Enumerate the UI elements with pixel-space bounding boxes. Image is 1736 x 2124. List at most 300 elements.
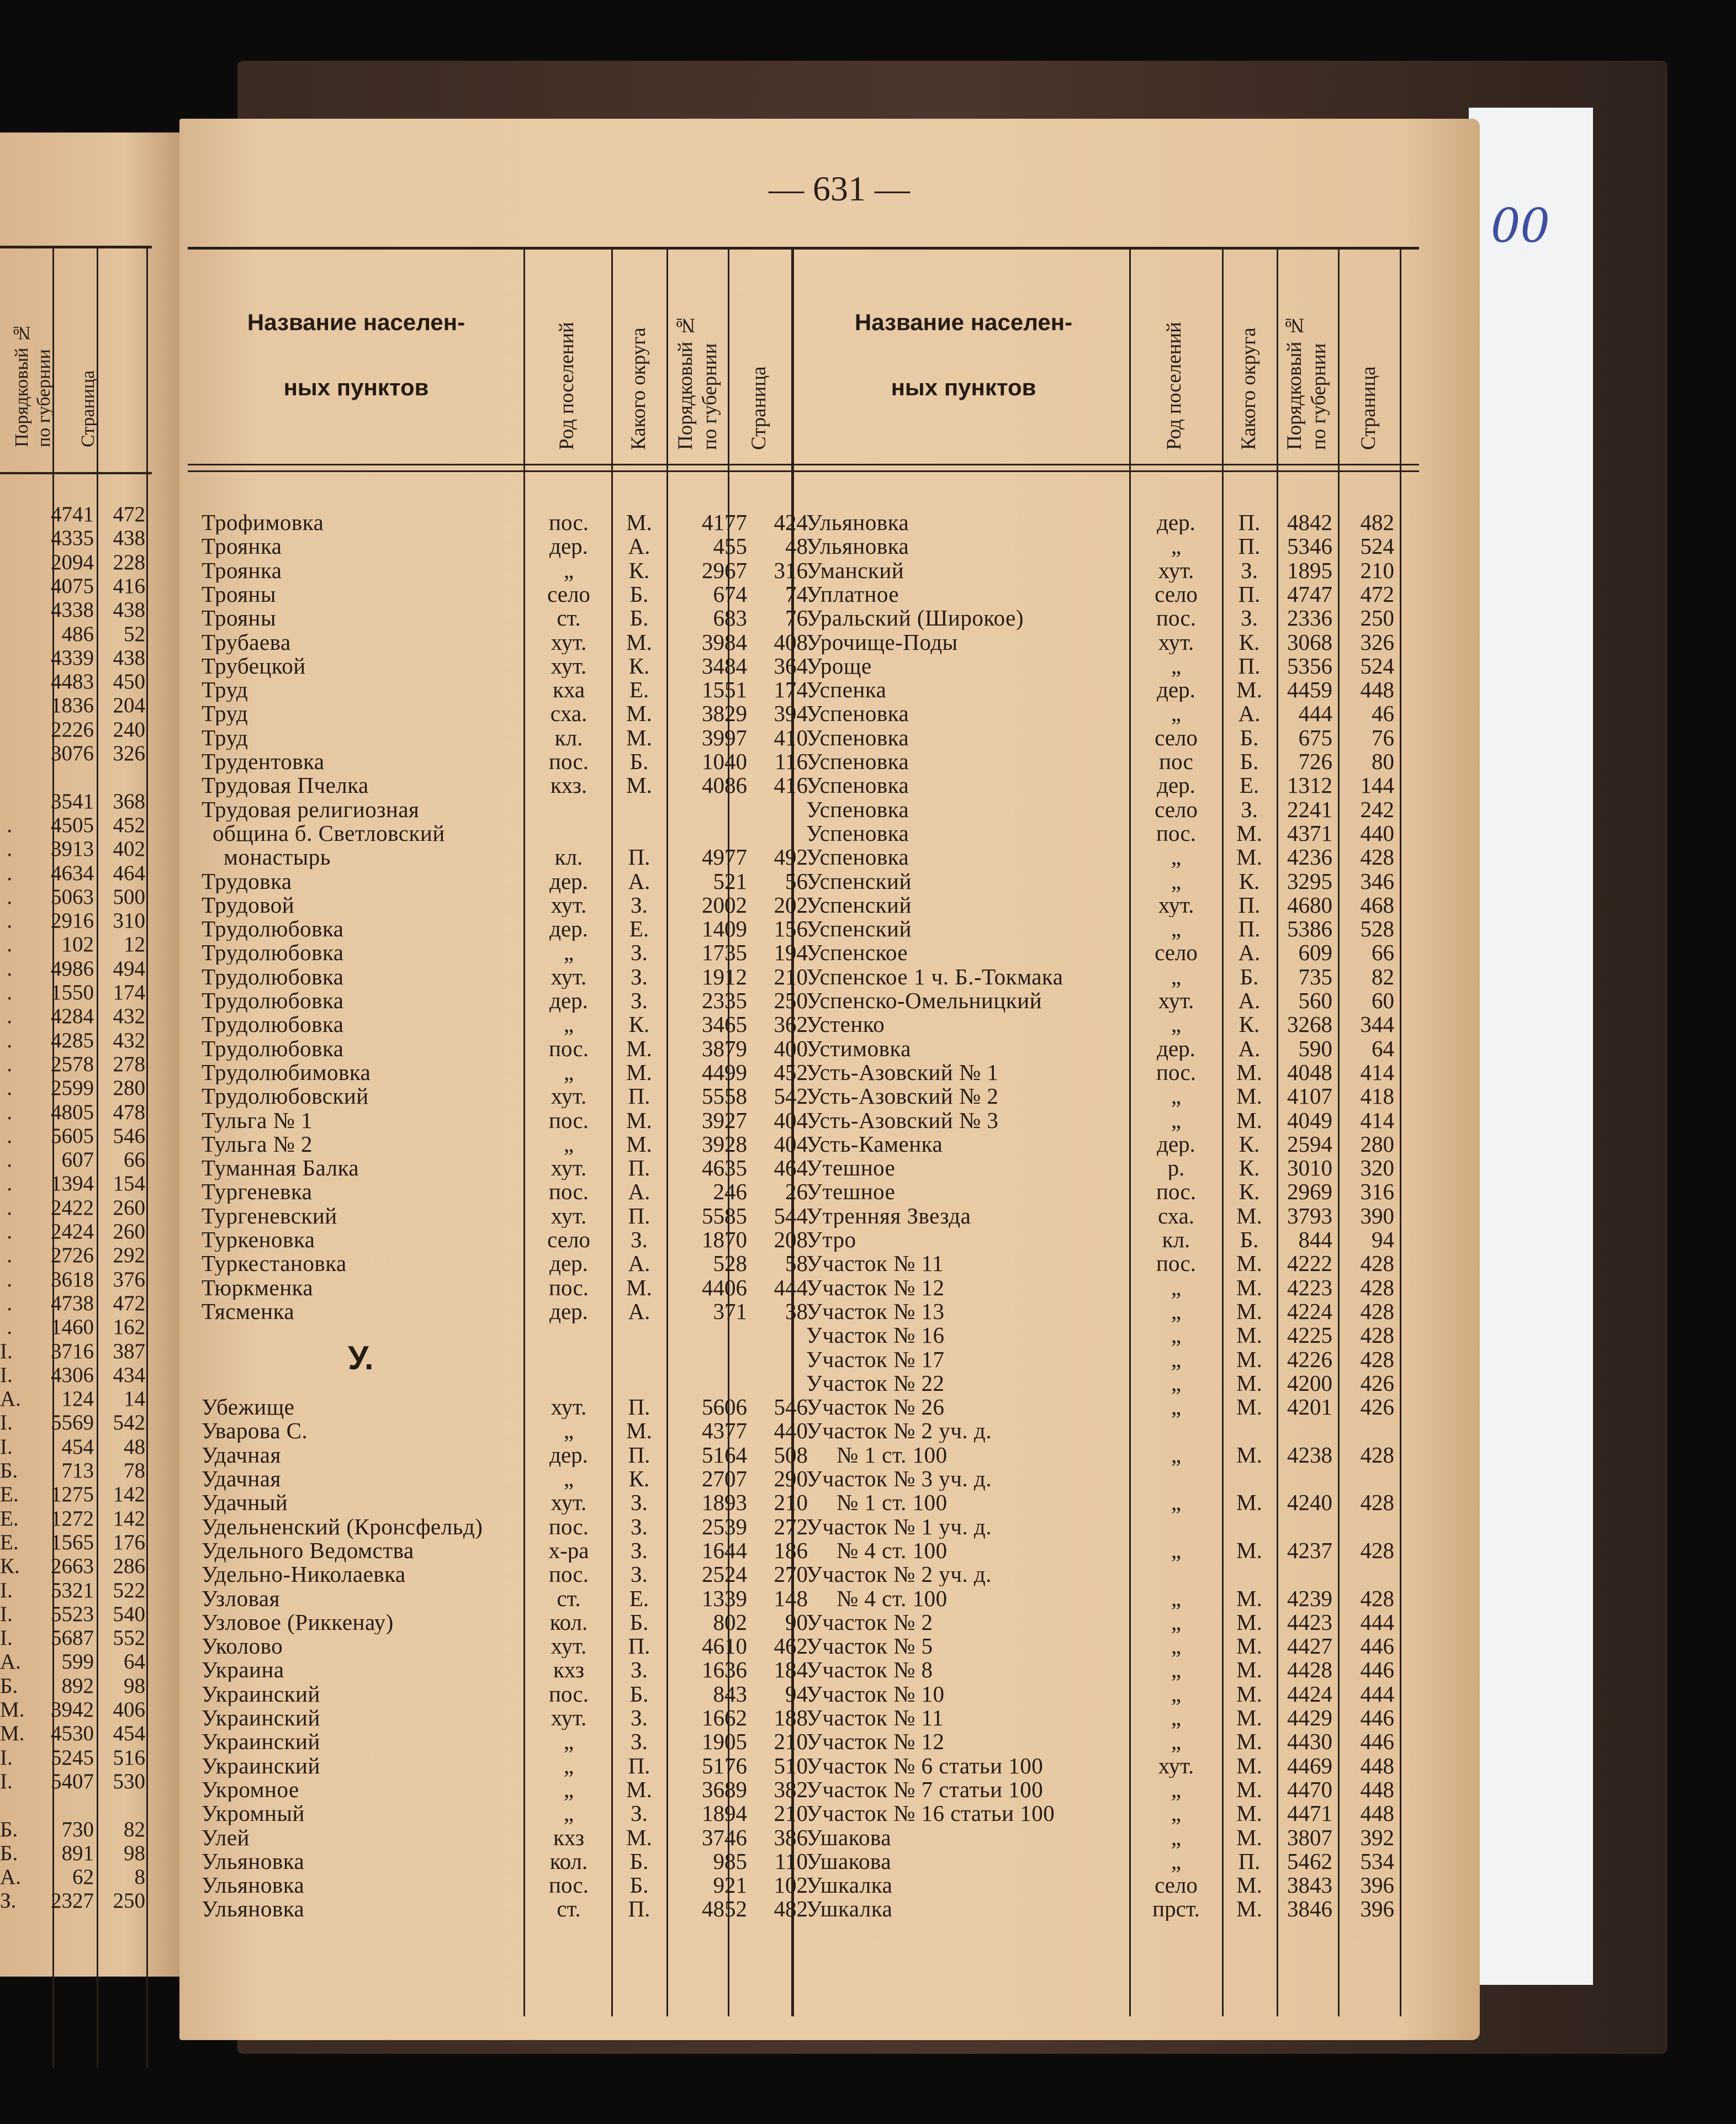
left-cell-okrug: I. bbox=[0, 1626, 13, 1650]
cell-name: Участок № 11 bbox=[806, 1706, 944, 1730]
cell-pg: 362 bbox=[774, 1013, 808, 1037]
cell-kind: „ bbox=[563, 941, 574, 965]
left-cell-ordinal: 5569 bbox=[51, 1411, 94, 1435]
cell-pg: 184 bbox=[774, 1658, 808, 1682]
cell-pg: 76 bbox=[1372, 725, 1394, 750]
left-cell-okrug: . bbox=[7, 1291, 12, 1315]
cell-num: 4377 bbox=[702, 1419, 747, 1443]
cell-name: Ульяновка bbox=[202, 1897, 305, 1921]
cell-okr: Б. bbox=[629, 1849, 649, 1873]
cell-kind: прст. bbox=[1152, 1897, 1200, 1921]
cell-okr: М. bbox=[1236, 1275, 1262, 1300]
cell-name: № 1 ст. 100 bbox=[837, 1443, 948, 1467]
cell-okr: П. bbox=[1238, 893, 1261, 917]
left-cell-page: 478 bbox=[113, 1100, 145, 1124]
left-cell-okrug: A. bbox=[0, 1387, 21, 1411]
cell-name: Трояны bbox=[202, 582, 277, 606]
cell-name: Утешное bbox=[806, 1156, 896, 1180]
left-cell-ordinal: 892 bbox=[61, 1673, 94, 1698]
cell-name: Участок № 2 bbox=[806, 1610, 933, 1634]
cell-okr: З. bbox=[631, 941, 648, 965]
cell-num: 1895 bbox=[1287, 558, 1332, 582]
cell-pg: 440 bbox=[1360, 821, 1394, 845]
left-cell-page: 12 bbox=[124, 933, 145, 957]
col-rule bbox=[1400, 250, 1401, 2016]
left-cell-ordinal: 2094 bbox=[51, 550, 94, 574]
left-cell-ordinal: 1550 bbox=[51, 981, 94, 1004]
left-cell-ordinal: 1394 bbox=[51, 1172, 94, 1196]
left-cell-ordinal: 5245 bbox=[51, 1745, 94, 1770]
cell-okr: Б. bbox=[1240, 1228, 1259, 1252]
cell-name: Участок № 22 bbox=[806, 1371, 945, 1395]
cell-kind: кл. bbox=[554, 725, 583, 750]
cell-okr: М. bbox=[1236, 1802, 1262, 1826]
cell-pg: 210 bbox=[774, 1802, 808, 1826]
cell-pg: 56 bbox=[785, 869, 808, 893]
cell-okr: П. bbox=[628, 1204, 650, 1228]
cell-okr: М. bbox=[1236, 1538, 1262, 1562]
cell-num: 674 bbox=[713, 582, 747, 606]
cell-kind: „ bbox=[563, 1754, 574, 1778]
cell-okr: З. bbox=[631, 1228, 648, 1252]
cell-num: 4469 bbox=[1287, 1754, 1332, 1778]
cell-kind: село bbox=[547, 1228, 590, 1252]
cell-name: Ульяновка bbox=[806, 534, 909, 559]
cell-name: Украинский bbox=[202, 1706, 320, 1730]
cell-num: 1893 bbox=[702, 1491, 747, 1515]
cell-num: 4223 bbox=[1287, 1275, 1332, 1300]
cell-kind: кхз. bbox=[550, 774, 588, 798]
cell-name: Участок № 10 bbox=[806, 1682, 945, 1706]
cell-okr: З. bbox=[631, 965, 648, 989]
cell-pg: 428 bbox=[1360, 1347, 1394, 1371]
cell-pg: 66 bbox=[1372, 941, 1394, 965]
left-cell-page: 228 bbox=[113, 550, 145, 574]
cell-name: Успеновка bbox=[806, 750, 909, 774]
cell-name: Улей bbox=[202, 1825, 250, 1850]
cell-kind: дер. bbox=[549, 989, 588, 1013]
cell-okr: К. bbox=[628, 1467, 650, 1491]
left-cell-page: 280 bbox=[113, 1076, 145, 1100]
cell-num: 560 bbox=[1298, 989, 1332, 1013]
cell-num: 4225 bbox=[1287, 1323, 1332, 1348]
cell-okr: М. bbox=[1236, 1371, 1262, 1395]
cell-okr: А. bbox=[628, 869, 650, 893]
left-cell-okrug: . bbox=[7, 1220, 12, 1243]
left-cell-ordinal: 3942 bbox=[51, 1698, 94, 1722]
left-cell-ordinal: 2327 bbox=[51, 1889, 94, 1913]
left-header-rule bbox=[0, 472, 152, 474]
cell-pg: 386 bbox=[774, 1825, 808, 1850]
cell-okr: К. bbox=[1239, 869, 1260, 893]
left-cell-okrug: I. bbox=[0, 1769, 13, 1793]
cell-name: Трудолюбовка bbox=[202, 1036, 344, 1061]
cell-pg: 186 bbox=[774, 1538, 808, 1562]
cell-kind: село bbox=[1155, 725, 1198, 750]
cell-okr: З. bbox=[631, 893, 648, 917]
cell-kind: хут. bbox=[551, 1491, 587, 1515]
left-cell-okrug: З. bbox=[0, 1889, 17, 1913]
cell-name: Тульга № 2 bbox=[202, 1132, 313, 1156]
cell-pg: 364 bbox=[774, 654, 808, 678]
left-cell-ordinal: 2422 bbox=[51, 1195, 94, 1220]
left-cell-okrug: . bbox=[7, 1100, 12, 1124]
cell-name: Трофимовка bbox=[202, 511, 324, 534]
cell-kind: „ bbox=[1171, 1706, 1182, 1730]
left-cell-ordinal: 1272 bbox=[51, 1506, 94, 1530]
cell-kind: кол. bbox=[549, 1849, 588, 1873]
cell-pg: 448 bbox=[1360, 678, 1394, 702]
left-cell-ordinal: 1275 bbox=[51, 1482, 94, 1507]
left-cell-page: 8 bbox=[134, 1865, 145, 1889]
cell-okr: А. bbox=[1238, 1036, 1261, 1061]
left-cell-page: 464 bbox=[113, 861, 145, 885]
left-cell-ordinal: 1565 bbox=[51, 1530, 94, 1554]
cell-name: Труд bbox=[202, 725, 248, 750]
cell-pg: 396 bbox=[1360, 1897, 1394, 1921]
cell-okr: Е. bbox=[629, 1586, 649, 1611]
cell-okr: З. bbox=[631, 1658, 648, 1682]
left-cell-okrug: I. bbox=[0, 1411, 13, 1435]
cell-okr: П. bbox=[1238, 511, 1261, 534]
cell-okr: З. bbox=[631, 1706, 648, 1730]
cell-num: 3928 bbox=[702, 1132, 747, 1156]
left-cell-ordinal: 2424 bbox=[51, 1220, 94, 1243]
left-cell-okrug: I. bbox=[0, 1578, 13, 1602]
cell-kind: „ bbox=[1171, 1658, 1182, 1682]
cell-okr: П. bbox=[1238, 654, 1261, 678]
cell-kind: село bbox=[1155, 941, 1198, 965]
cell-num: 4237 bbox=[1287, 1538, 1332, 1562]
cell-num: 2241 bbox=[1287, 797, 1332, 822]
left-header-ordinal: Порядковый № по губернии bbox=[12, 322, 54, 447]
cell-kind: х-ра bbox=[548, 1538, 589, 1562]
cell-name: монастырь bbox=[224, 845, 331, 870]
left-cell-ordinal: 2916 bbox=[51, 909, 94, 933]
cell-num: 921 bbox=[713, 1873, 747, 1898]
cell-num: 4200 bbox=[1287, 1371, 1332, 1395]
cell-name: № 4 ст. 100 bbox=[837, 1586, 948, 1611]
cell-pg: 452 bbox=[774, 1060, 808, 1084]
cell-name: Украинский bbox=[202, 1754, 320, 1778]
cell-num: 1636 bbox=[702, 1658, 747, 1682]
col-rule bbox=[523, 250, 525, 2016]
cell-okr: А. bbox=[1238, 702, 1261, 726]
cell-kind: пос. bbox=[549, 1873, 589, 1898]
cell-name: Утро bbox=[806, 1228, 856, 1252]
cell-kind: хут. bbox=[1158, 558, 1194, 582]
cell-pg: 534 bbox=[1360, 1849, 1394, 1873]
cell-pg: 144 bbox=[1360, 774, 1394, 798]
cell-name: Участок № 16 статьи 100 bbox=[806, 1802, 1055, 1826]
left-cell-ordinal: 3618 bbox=[51, 1267, 94, 1291]
cell-num: 246 bbox=[713, 1180, 747, 1204]
cell-kind: „ bbox=[1171, 1538, 1182, 1562]
cell-okr: М. bbox=[1236, 1873, 1262, 1898]
cell-kind: пос. bbox=[549, 1682, 589, 1706]
cell-pg: 90 bbox=[785, 1610, 808, 1634]
cell-name: Ушкалка bbox=[806, 1897, 893, 1921]
cell-kind: ст. bbox=[557, 606, 581, 631]
cell-num: 3793 bbox=[1287, 1204, 1332, 1228]
cell-name: Участок № 17 bbox=[806, 1347, 945, 1371]
cell-okr: К. bbox=[1239, 1156, 1260, 1180]
left-cell-ordinal: 4805 bbox=[51, 1100, 94, 1124]
cell-name: Успенское bbox=[806, 941, 908, 965]
cell-name: Ушакова bbox=[806, 1849, 892, 1873]
left-cell-page: 406 bbox=[113, 1698, 145, 1722]
cell-name: Тульга № 1 bbox=[202, 1108, 313, 1132]
left-cell-okrug: . bbox=[7, 1052, 12, 1076]
left-cell-page: 376 bbox=[113, 1267, 145, 1291]
cell-num: 4239 bbox=[1287, 1586, 1332, 1611]
cell-num: 726 bbox=[1298, 750, 1332, 774]
cell-pg: 80 bbox=[1372, 750, 1394, 774]
cell-name: Участок № 16 bbox=[806, 1323, 945, 1348]
cell-num: 1894 bbox=[702, 1802, 747, 1826]
cell-okr: З. bbox=[1241, 558, 1258, 582]
cell-kind: хут. bbox=[551, 1395, 587, 1419]
cell-pg: 414 bbox=[1360, 1060, 1394, 1084]
cell-pg: 448 bbox=[1360, 1754, 1394, 1778]
cell-pg: 396 bbox=[1360, 1873, 1394, 1898]
left-cell-page: 278 bbox=[113, 1052, 145, 1076]
left-cell-okrug: . bbox=[7, 1028, 12, 1052]
left-cell-ordinal: 2663 bbox=[51, 1554, 94, 1579]
cell-num: 3268 bbox=[1287, 1013, 1332, 1037]
cell-kind: дер. bbox=[1157, 678, 1195, 702]
cell-num: 1644 bbox=[702, 1538, 747, 1562]
cell-name: Усть-Азовский № 3 bbox=[806, 1108, 999, 1132]
cell-name: Успеновка bbox=[806, 702, 909, 726]
cell-name: Успенское 1 ч. Б.-Токмака bbox=[806, 965, 1063, 989]
cell-kind: хут. bbox=[551, 1706, 587, 1730]
left-cell-okrug: I. bbox=[0, 1363, 13, 1387]
cell-kind: пос. bbox=[549, 511, 589, 534]
cell-num: 3997 bbox=[702, 725, 747, 750]
cell-name: Трудолюбовка bbox=[202, 1013, 344, 1037]
cell-name: Успенский bbox=[806, 893, 912, 917]
cell-name: Участок № 12 bbox=[806, 1730, 945, 1754]
left-top-rule bbox=[0, 246, 152, 248]
cell-num: 675 bbox=[1298, 725, 1332, 750]
cell-okr: М. bbox=[1236, 1634, 1262, 1659]
cell-name: Украинский bbox=[202, 1730, 320, 1754]
cell-name: Трудентовка bbox=[202, 750, 325, 774]
cell-num: 4842 bbox=[1287, 511, 1332, 534]
cell-okr: З. bbox=[631, 1730, 648, 1754]
cell-num: 2336 bbox=[1287, 606, 1332, 631]
cell-pg: 428 bbox=[1360, 1586, 1394, 1611]
cell-pg: 446 bbox=[1360, 1730, 1394, 1754]
cell-okr: П. bbox=[628, 1897, 650, 1921]
cell-name: Участок № 12 bbox=[806, 1275, 945, 1300]
left-cell-page: 250 bbox=[113, 1889, 145, 1913]
cell-pg: 446 bbox=[1360, 1706, 1394, 1730]
left-cell-page: 472 bbox=[113, 502, 145, 526]
left-cell-page: 552 bbox=[113, 1626, 145, 1650]
cell-num: 4427 bbox=[1287, 1634, 1332, 1659]
cell-num: 3068 bbox=[1287, 630, 1332, 654]
cell-name: Удельно-Николаевка bbox=[202, 1562, 406, 1587]
left-cell-page: 154 bbox=[113, 1172, 145, 1196]
left-cell-okrug: I. bbox=[0, 1745, 13, 1770]
cell-kind: дер. bbox=[1157, 1132, 1195, 1156]
cell-num: 4470 bbox=[1287, 1777, 1332, 1802]
cell-name: Ульяновка bbox=[202, 1849, 305, 1873]
cell-pg: 270 bbox=[774, 1562, 808, 1587]
cell-okr: М. bbox=[1236, 1395, 1262, 1419]
cell-pg: 416 bbox=[774, 774, 808, 798]
cell-pg: 38 bbox=[785, 1299, 808, 1323]
cell-name: Труд bbox=[202, 702, 248, 726]
cell-name: Усть-Азовский № 1 bbox=[806, 1060, 999, 1084]
cell-kind: пос. bbox=[1156, 821, 1196, 845]
cell-name: Тясменка bbox=[202, 1299, 295, 1323]
left-cell-okrug: М. bbox=[0, 1698, 25, 1722]
cell-kind: пос. bbox=[1156, 1180, 1196, 1204]
left-cell-ordinal: 4285 bbox=[51, 1028, 94, 1052]
cell-pg: 546 bbox=[774, 1395, 808, 1419]
cell-okr: М. bbox=[1236, 1658, 1262, 1682]
cell-pg: 414 bbox=[1360, 1108, 1394, 1132]
cell-num: 3843 bbox=[1287, 1873, 1332, 1898]
cell-pg: 110 bbox=[775, 1849, 808, 1873]
cell-kind: сха. bbox=[1157, 1204, 1195, 1228]
left-cell-page: 438 bbox=[113, 645, 145, 670]
cell-okr: М. bbox=[626, 725, 652, 750]
left-cell-page: 82 bbox=[124, 1817, 145, 1841]
cell-name: Успеновка bbox=[806, 797, 909, 822]
left-cell-okrug: . bbox=[7, 1004, 12, 1029]
cell-name: Трубаева bbox=[202, 630, 291, 654]
left-cell-page: 516 bbox=[113, 1745, 145, 1770]
left-cell-ordinal: 891 bbox=[61, 1841, 94, 1865]
cell-kind: „ bbox=[563, 1777, 574, 1802]
cell-pg: 444 bbox=[774, 1275, 808, 1300]
left-cell-page: 310 bbox=[113, 909, 145, 933]
cell-pg: 464 bbox=[774, 1156, 808, 1180]
left-cell-ordinal: 4339 bbox=[51, 645, 94, 670]
cell-num: 444 bbox=[1298, 702, 1332, 726]
cell-name: Участок № 6 статьи 100 bbox=[806, 1754, 1044, 1778]
cell-okr: Е. bbox=[1239, 774, 1259, 798]
cell-kind: село bbox=[1155, 582, 1198, 606]
cell-kind: „ bbox=[1171, 1634, 1182, 1659]
cell-name: Устенко bbox=[806, 1013, 885, 1037]
cell-kind: село bbox=[1155, 797, 1198, 822]
cell-kind: „ bbox=[1171, 965, 1182, 989]
cell-okr: М. bbox=[1236, 1754, 1262, 1778]
cell-name: Удельненский (Кронсфельд) bbox=[202, 1514, 483, 1539]
cell-name: Трудовая Пчелка bbox=[202, 774, 369, 798]
cell-okr: Е. bbox=[629, 917, 649, 941]
left-cell-okrug: Б. bbox=[0, 1459, 18, 1482]
cell-kind: дер. bbox=[549, 1252, 588, 1276]
cell-pg: 542 bbox=[774, 1084, 808, 1109]
cell-pg: 60 bbox=[1372, 989, 1394, 1013]
left-cell-ordinal: 5523 bbox=[51, 1602, 94, 1626]
cell-kind: хут. bbox=[1158, 630, 1194, 654]
cell-name: Участок № 1 уч. д. bbox=[806, 1514, 992, 1539]
cell-pg: 316 bbox=[774, 558, 808, 582]
cell-num: 1312 bbox=[1287, 774, 1332, 798]
cell-name: Трояны bbox=[202, 606, 277, 631]
left-cell-page: 494 bbox=[113, 956, 145, 981]
header-name-right: Название населен- ных пунктов bbox=[854, 309, 1073, 400]
cell-num: 1040 bbox=[702, 750, 747, 774]
left-cell-page: 540 bbox=[113, 1602, 145, 1626]
cell-pg: 528 bbox=[1360, 917, 1394, 941]
left-cell-okrug: К. bbox=[0, 1554, 20, 1579]
cell-kind: ст. bbox=[557, 1586, 581, 1611]
cell-pg: 210 bbox=[774, 1730, 808, 1754]
cell-pg: 448 bbox=[1360, 1802, 1394, 1826]
cell-name: Успеновка bbox=[806, 774, 909, 798]
cell-kind: „ bbox=[1171, 1299, 1182, 1323]
left-cell-page: 240 bbox=[113, 717, 145, 741]
cell-num: 3484 bbox=[702, 654, 747, 678]
cell-num: 4430 bbox=[1287, 1730, 1332, 1754]
cell-num: 1912 bbox=[702, 965, 747, 989]
cell-okr: М. bbox=[626, 774, 652, 798]
cell-name: Участок № 26 bbox=[806, 1395, 945, 1419]
header-okrug: Какого округа bbox=[627, 327, 650, 450]
left-cell-ordinal: 4284 bbox=[51, 1004, 94, 1029]
cell-name: Трудовка bbox=[202, 869, 292, 893]
cell-name: Участок № 13 bbox=[806, 1299, 945, 1323]
cell-okr: Б. bbox=[629, 606, 649, 631]
cell-name: Усть-Азовский № 2 bbox=[806, 1084, 999, 1109]
left-cell-okrug: . bbox=[7, 884, 12, 909]
cell-okr: М. bbox=[1236, 821, 1262, 845]
cell-num: 4226 bbox=[1287, 1347, 1332, 1371]
left-cell-page: 432 bbox=[113, 1028, 145, 1052]
left-cell-okrug: . bbox=[7, 837, 12, 861]
header-page: Страница bbox=[748, 366, 770, 450]
cell-kind: „ bbox=[1171, 869, 1182, 893]
top-rule bbox=[188, 247, 1419, 250]
cell-kind: „ bbox=[1171, 1849, 1182, 1873]
left-cell-ordinal: 5687 bbox=[51, 1626, 94, 1650]
left-cell-page: 387 bbox=[113, 1339, 145, 1363]
cell-name: Ушкалка bbox=[806, 1873, 893, 1898]
cell-okr: З. bbox=[631, 1514, 648, 1539]
left-cell-ordinal: 102 bbox=[61, 933, 94, 957]
cell-num: 4747 bbox=[1287, 582, 1332, 606]
cell-pg: 94 bbox=[785, 1682, 808, 1706]
cell-kind: „ bbox=[563, 1467, 574, 1491]
cell-pg: 194 bbox=[774, 941, 808, 965]
cell-name: Ульяновка bbox=[202, 1873, 305, 1898]
cell-kind: пос. bbox=[549, 1108, 589, 1132]
cell-okr: М. bbox=[626, 1132, 652, 1156]
cell-okr: К. bbox=[1239, 1180, 1260, 1204]
cell-okr: М. bbox=[1236, 1299, 1262, 1323]
cell-okr: М. bbox=[1236, 1682, 1262, 1706]
left-cell-okrug: Е. bbox=[0, 1482, 19, 1507]
cell-kind: „ bbox=[1171, 1323, 1182, 1348]
cell-name: Трудолюбимовка bbox=[202, 1060, 371, 1084]
cell-num: 2539 bbox=[702, 1514, 747, 1539]
cell-okr: М. bbox=[1236, 1347, 1262, 1371]
cell-name: Ушакова bbox=[806, 1825, 892, 1850]
left-cell-page: 438 bbox=[113, 598, 145, 622]
header-rule-2 bbox=[188, 470, 1419, 472]
left-cell-ordinal: 2599 bbox=[51, 1076, 94, 1100]
cell-kind: „ bbox=[563, 1419, 574, 1443]
cell-okr: П. bbox=[628, 845, 650, 870]
